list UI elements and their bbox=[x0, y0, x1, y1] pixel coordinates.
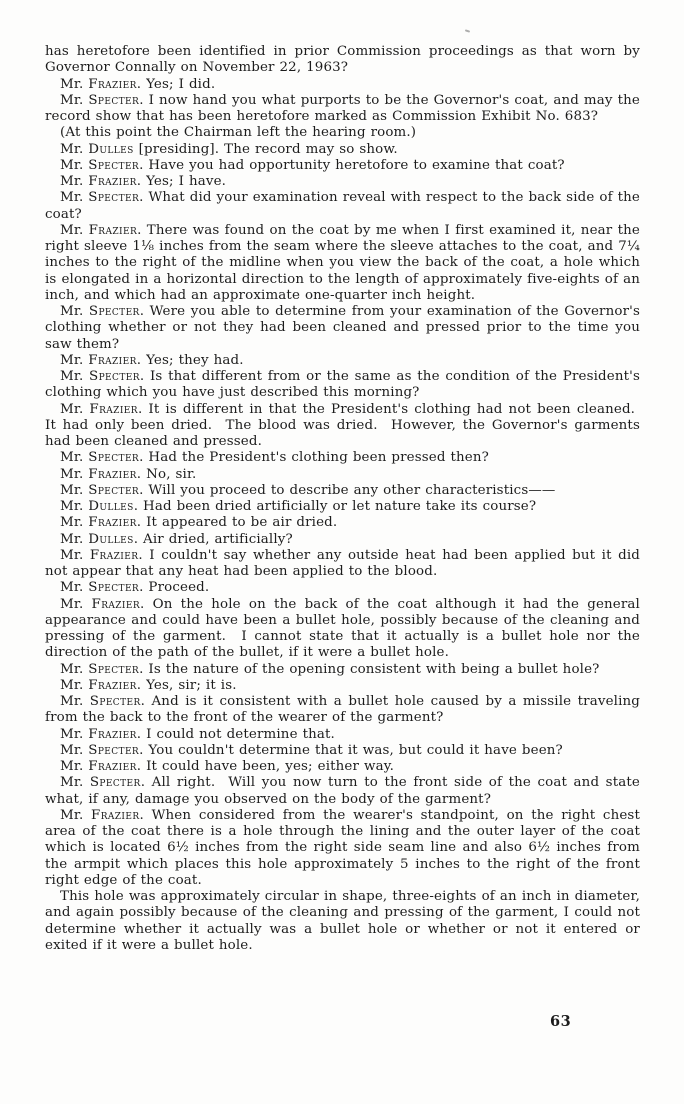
text-segment: . I couldn't say whether any outside heat had been applied but it did not appear that any heat had been applied to the blood. bbox=[45, 547, 640, 579]
text-segment: Mr. bbox=[60, 466, 89, 482]
text-segment: . Were you able to determine from your examination of the Governor's clothing whether or not they had been cleaned and pressed prior to the time you saw them? bbox=[45, 304, 640, 352]
speaker-name: Frazier bbox=[88, 759, 137, 774]
text-segment: Mr. bbox=[60, 76, 89, 92]
speaker-name: Frazier bbox=[88, 222, 138, 238]
transcript-paragraph bbox=[45, 483, 640, 499]
text-segment: has heretofore been identified in prior Commission proceedings as that worn by Governor Connally on November 22, 1963? bbox=[45, 44, 640, 76]
transcript-paragraph bbox=[45, 77, 640, 93]
speaker-name: Frazier bbox=[89, 401, 138, 417]
text-segment: . Yes, sir; it is. bbox=[136, 677, 237, 693]
transcript-paragraph bbox=[45, 889, 640, 954]
text-segment: Mr. bbox=[60, 580, 89, 596]
text-segment: Mr. bbox=[60, 677, 89, 693]
speaker-name: Specter bbox=[88, 482, 140, 498]
transcript-paragraph bbox=[45, 580, 640, 596]
text-segment: Mr. bbox=[60, 775, 90, 791]
text-segment: Mr. bbox=[60, 352, 89, 368]
transcript-paragraph bbox=[45, 678, 640, 694]
text-segment: . I could not determine that. bbox=[136, 726, 335, 742]
text-segment: Mr. bbox=[60, 515, 89, 531]
text-segment: Mr. bbox=[60, 759, 89, 774]
text-segment: . There was found on the coat by me when I first examined it, near the right sleeve 1⅛ inches from the seam where the sleeve attaches to the coat, and 7¼ inches to the right of the midline when you view the back of the coat, a hole which is elongated in a horizontal direction to the length of approximately five-eights of an inch, and which had an approximate one-quarter inch height. bbox=[45, 222, 640, 303]
speaker-name: Frazier bbox=[88, 726, 137, 742]
text-segment: Mr. bbox=[60, 174, 89, 189]
speaker-name: Specter bbox=[88, 92, 140, 108]
text-segment: Mr. bbox=[60, 694, 90, 709]
text-segment: Mr. bbox=[60, 369, 90, 384]
text-segment: . And is it consistent with a bullet hole caused by a missile traveling from the back to the front of the wearer of the garment? bbox=[45, 694, 640, 726]
transcript-paragraph bbox=[45, 174, 640, 190]
transcript-paragraph bbox=[45, 808, 640, 889]
transcript-paragraph bbox=[45, 304, 640, 353]
speaker-name: Frazier bbox=[88, 466, 137, 482]
transcript-paragraph bbox=[45, 759, 640, 775]
text-segment: Mr. bbox=[60, 531, 89, 547]
speaker-name: Specter bbox=[88, 157, 140, 173]
speaker-name: Dulles bbox=[88, 531, 134, 547]
text-segment: Mr. bbox=[60, 499, 89, 514]
text-segment: . Air dried, artificially? bbox=[133, 531, 293, 547]
text-segment: . You couldn't determine that it was, but could it have been? bbox=[139, 742, 563, 758]
text-segment: Mr. bbox=[60, 596, 92, 612]
speaker-name: Specter bbox=[89, 775, 141, 791]
transcript-paragraph bbox=[45, 515, 640, 531]
transcript-paragraph bbox=[45, 499, 640, 515]
text-segment: . It appeared to be air dried. bbox=[136, 515, 338, 531]
transcript-paragraph bbox=[45, 597, 640, 662]
text-segment: Mr. bbox=[60, 742, 89, 758]
text-segment: Mr. bbox=[60, 482, 89, 498]
transcript-paragraph bbox=[45, 142, 640, 158]
transcript-paragraph bbox=[45, 125, 640, 141]
transcript-paragraph bbox=[45, 223, 640, 304]
transcript-paragraph bbox=[45, 662, 640, 678]
speaker-name: Frazier bbox=[88, 677, 137, 693]
text-segment: . Had the President's clothing been pressed then? bbox=[139, 450, 489, 466]
text-segment: . Yes; I did. bbox=[136, 76, 216, 92]
speaker-name: Frazier bbox=[88, 174, 137, 189]
scan-speck bbox=[465, 29, 470, 32]
speaker-name: Dulles bbox=[88, 499, 134, 514]
text-segment: . Will you proceed to describe any other characteristics—— bbox=[139, 482, 556, 498]
speaker-name: Specter bbox=[88, 304, 140, 319]
transcript bbox=[45, 44, 640, 954]
speaker-name: Specter bbox=[88, 190, 140, 206]
transcript-paragraph bbox=[45, 694, 640, 727]
transcript-paragraph bbox=[45, 158, 640, 174]
text-segment: Mr. bbox=[60, 92, 89, 108]
speaker-name: Specter bbox=[88, 742, 140, 758]
text-segment: Mr. bbox=[60, 222, 89, 238]
transcript-paragraph bbox=[45, 532, 640, 548]
speaker-name: Specter bbox=[88, 580, 140, 596]
transcript-paragraph bbox=[45, 743, 640, 759]
speaker-name: Frazier bbox=[88, 76, 137, 92]
text-segment: This hole was approximately circular in shape, three-eights of an inch in diameter, and again possibly because of the cleaning and pressing of the garment, I could not determine whether it actually was a bullet hole or whether or not it entered or exited if it were a bullet hole. bbox=[45, 889, 640, 953]
transcript-paragraph bbox=[45, 450, 640, 466]
text-segment: . Had been dried artificially or let nature take its course? bbox=[133, 499, 537, 514]
text-segment: Mr. bbox=[60, 190, 89, 206]
text-segment: Mr. bbox=[60, 304, 89, 319]
transcript-paragraph bbox=[45, 44, 640, 77]
text-segment: . Yes; they had. bbox=[136, 352, 244, 368]
speaker-name: Specter bbox=[88, 450, 140, 466]
speaker-name: Specter bbox=[88, 661, 140, 677]
text-segment: Mr. bbox=[60, 141, 89, 157]
text-segment: Mr. bbox=[60, 547, 90, 563]
transcript-paragraph bbox=[45, 369, 640, 402]
speaker-name: Frazier bbox=[88, 515, 137, 531]
transcript-paragraph bbox=[45, 727, 640, 743]
speaker-name: Frazier bbox=[91, 596, 141, 612]
transcript-paragraph bbox=[45, 775, 640, 808]
transcript-paragraph bbox=[45, 93, 640, 126]
text-segment: . Is that different from or the same as the condition of the President's clothing which you have just described this morning? bbox=[45, 369, 640, 401]
speaker-name: Specter bbox=[89, 694, 141, 709]
transcript-paragraph bbox=[45, 190, 640, 223]
transcript-paragraph bbox=[45, 548, 640, 581]
text-segment: . What did your examination reveal with respect to the back side of the coat? bbox=[45, 190, 640, 222]
text-segment: Mr. bbox=[60, 807, 92, 823]
text-segment: . I now hand you what purports to be the Governor's coat, and may the record show that has been heretofore marked as Commission Exhibit No. 683? bbox=[45, 92, 640, 124]
text-segment: . On the hole on the back of the coat although it had the general appearance and could have been a bullet hole, possibly because of the cleaning and pressing of the garment. I cannot state that it actually is a bullet hole nor the direction of the path of the bullet, if it were a bullet hole. bbox=[45, 596, 640, 661]
transcript-paragraph bbox=[45, 467, 640, 483]
text-segment: Mr. bbox=[60, 450, 89, 466]
speaker-name: Specter bbox=[89, 369, 140, 384]
text-segment: . It could have been, yes; either way. bbox=[136, 759, 395, 774]
text-segment: . Proceed. bbox=[139, 580, 210, 596]
text-segment: Mr. bbox=[60, 661, 89, 677]
text-segment: [presiding]. The record may so show. bbox=[133, 141, 398, 157]
text-segment: Mr. bbox=[60, 726, 89, 742]
transcript-paragraph bbox=[45, 402, 640, 451]
text-segment: . Is the nature of the opening consistent with being a bullet hole? bbox=[139, 661, 600, 677]
transcript-paragraph bbox=[45, 353, 640, 369]
text-segment: . Yes; I have. bbox=[136, 174, 227, 189]
speaker-name: Frazier bbox=[89, 547, 139, 563]
text-segment: Mr. bbox=[60, 157, 89, 173]
text-segment: . It is different in that the President's clothing had not been cleaned. It had only been dried. The blood was dried. However, the Governor's garments had been cleaned and pressed. bbox=[45, 401, 640, 449]
page-number: 63 bbox=[550, 1013, 572, 1030]
text-segment: . No, sir. bbox=[136, 466, 197, 482]
text-segment: . When considered from the wearer's standpoint, on the right chest area of the coat there is a hole through the lining and the outer layer of the coat which is located 6½ inches from the right side seam line and also 6½ inches from the armpit which places this hole approximately 5 inches to the right of the front right edge of the coat. bbox=[45, 807, 640, 888]
speaker-name: Frazier bbox=[91, 807, 140, 823]
speaker-name: Frazier bbox=[88, 352, 137, 368]
text-segment: . Have you had opportunity heretofore to examine that coat? bbox=[139, 157, 565, 173]
text-segment: . All right. Will you now turn to the front side of the coat and state what, if any, damage you observed on the body of the garment? bbox=[45, 775, 640, 807]
text-segment: (At this point the Chairman left the hearing room.) bbox=[60, 125, 417, 141]
text-segment: Mr. bbox=[60, 401, 90, 417]
speaker-name: Dulles bbox=[88, 141, 134, 157]
